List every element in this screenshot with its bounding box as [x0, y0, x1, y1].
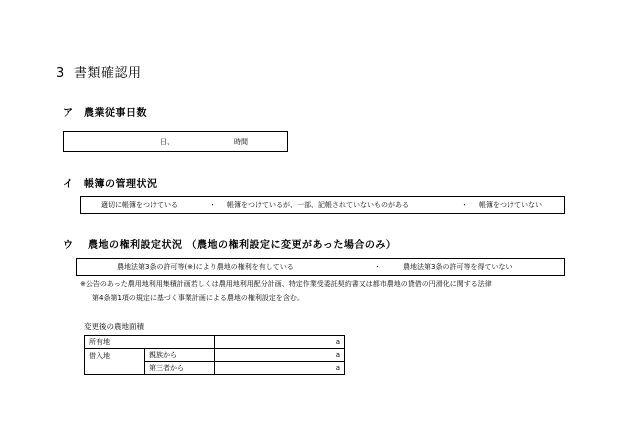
area-category-cell: 所有地	[85, 336, 215, 349]
rights-note-line-2: 第4条第1項の規定に基づく事業計画による農地の権利設定を含む。	[92, 294, 304, 302]
ledger-heading: イ 帳簿の管理状況	[63, 179, 158, 190]
rights-option-permitted[interactable]: 農地法第3条の許可等(※)により農地の権利を有している	[117, 263, 294, 271]
ledger-box	[80, 196, 565, 214]
rights-note-line-1: ※公告のあった農用地利用集積計画若しくは農用地利用配分計画、特定作業受委託契約書又は都市農地の貸借の円滑化に関する法律	[80, 280, 492, 288]
section-title-text: 書類確認用	[74, 66, 142, 81]
table-row	[85, 336, 345, 349]
rights-option-not-permitted[interactable]: 農地法第3条の許可等を得ていない	[403, 263, 513, 271]
ledger-separator: ・	[461, 201, 468, 209]
area-unit-cell[interactable]: a	[215, 362, 345, 375]
area-table	[84, 335, 345, 375]
days-unit: 日、	[160, 137, 174, 146]
area-unit-cell[interactable]: a	[215, 349, 345, 362]
section-number: 3	[56, 66, 65, 81]
farm-days-heading: ア 農業従事日数	[63, 108, 147, 119]
section-title	[56, 62, 142, 81]
rights-box	[76, 258, 565, 276]
table-row	[85, 349, 345, 362]
area-sub-cell: 親族から	[145, 349, 215, 362]
area-unit-cell[interactable]: a	[215, 336, 345, 349]
rights-separator: ・	[374, 263, 381, 271]
hours-unit: 時間	[234, 137, 248, 146]
ledger-option-partial[interactable]: 帳簿をつけているが、一部、記帳されていないものがある	[227, 201, 409, 209]
rights-heading: ウ 農地の権利設定状況 （農地の権利設定に変更があった場合のみ）	[63, 240, 397, 251]
ledger-option-none[interactable]: 帳簿をつけていない	[479, 201, 542, 209]
farm-days-box	[63, 131, 288, 152]
ledger-option-proper[interactable]: 適切に帳簿をつけている	[101, 201, 178, 209]
area-heading: 変更後の農地面積	[84, 322, 144, 331]
area-category-cell: 借入地	[85, 349, 145, 375]
ledger-separator: ・	[209, 201, 216, 209]
area-sub-cell: 第三者から	[145, 362, 215, 375]
